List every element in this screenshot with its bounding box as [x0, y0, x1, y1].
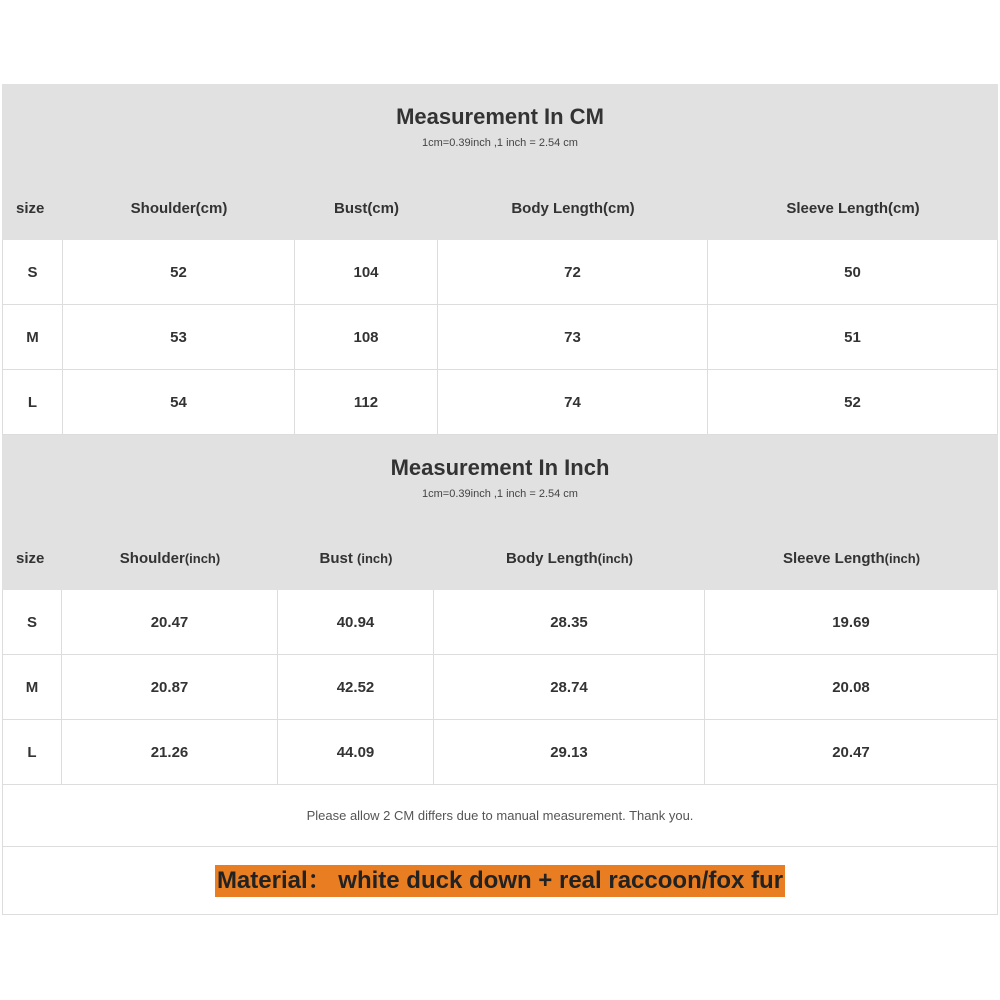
inch-header-sleeve-length [705, 527, 998, 590]
inch-cell-body-length: 28.35 [434, 590, 705, 655]
inch-header-sleeve-length-label: Sleeve Length [782, 550, 885, 567]
measurement-note: Please allow 2 CM differs due to manual measurement. Thank you. [2, 785, 998, 847]
cm-cell-sleeve-length: 52 [708, 370, 998, 435]
cm-header-sleeve-length: Sleeve Length(cm) [708, 177, 998, 240]
inch-cell-size: M [2, 655, 62, 720]
cm-cell-size: S [2, 240, 63, 305]
inch-header-row [2, 527, 998, 590]
table-row [2, 370, 998, 435]
cm-cell-bust: 112 [295, 370, 438, 435]
table-row [2, 720, 998, 785]
inch-cell-body-length: 29.13 [434, 720, 705, 785]
inch-header-shoulder [62, 527, 278, 590]
inch-header-bust [278, 527, 434, 590]
inch-header-body-length [434, 527, 705, 590]
cm-header-row [2, 177, 998, 240]
cm-cell-sleeve-length: 50 [708, 240, 998, 305]
inch-cell-sleeve-length: 20.08 [705, 655, 998, 720]
cm-section-header [2, 84, 998, 177]
table-row [2, 590, 998, 655]
cm-section-subtitle: 1cm=0.39inch ,1 inch = 2.54 cm [422, 137, 578, 149]
inch-cell-bust: 40.94 [278, 590, 434, 655]
inch-header-body-length-unit: (inch) [597, 551, 634, 566]
cm-section-title: Measurement In CM [396, 104, 604, 129]
inch-cell-body-length: 28.74 [434, 655, 705, 720]
inch-section-title: Measurement In Inch [390, 455, 610, 480]
cm-header-shoulder: Shoulder(cm) [63, 177, 295, 240]
cm-cell-size: L [2, 370, 63, 435]
inch-header-bust-label: Bust [319, 550, 358, 567]
size-chart [2, 84, 998, 915]
cm-cell-sleeve-length: 51 [708, 305, 998, 370]
inch-cell-size: S [2, 590, 62, 655]
inch-header-body-length-label: Body Length [505, 550, 598, 567]
material-row [2, 847, 998, 915]
inch-cell-size: L [2, 720, 62, 785]
cm-cell-body-length: 74 [438, 370, 708, 435]
material-label: Material： white duck down + real raccoon/fox fur [215, 865, 785, 897]
inch-cell-shoulder: 20.87 [62, 655, 278, 720]
inch-cell-sleeve-length: 19.69 [705, 590, 998, 655]
cm-header-body-length: Body Length(cm) [438, 177, 708, 240]
inch-cell-bust: 44.09 [278, 720, 434, 785]
cm-header-bust: Bust(cm) [295, 177, 438, 240]
cm-header-size: size [2, 177, 63, 240]
inch-section-header [2, 435, 998, 527]
inch-header-shoulder-unit: (inch) [184, 551, 221, 566]
table-row [2, 240, 998, 305]
inch-section-subtitle: 1cm=0.39inch ,1 inch = 2.54 cm [422, 488, 578, 500]
cm-cell-shoulder: 53 [63, 305, 295, 370]
inch-cell-shoulder: 21.26 [62, 720, 278, 785]
inch-cell-sleeve-length: 20.47 [705, 720, 998, 785]
inch-header-sleeve-length-unit: (inch) [884, 551, 921, 566]
cm-cell-size: M [2, 305, 63, 370]
cm-cell-bust: 108 [295, 305, 438, 370]
table-row [2, 305, 998, 370]
inch-header-bust-unit: (inch) [357, 551, 393, 566]
cm-cell-shoulder: 54 [63, 370, 295, 435]
table-row [2, 655, 998, 720]
cm-cell-body-length: 72 [438, 240, 708, 305]
inch-header-size [2, 527, 62, 590]
cm-cell-bust: 104 [295, 240, 438, 305]
cm-cell-body-length: 73 [438, 305, 708, 370]
inch-header-shoulder-label: Shoulder [119, 550, 185, 567]
inch-cell-bust: 42.52 [278, 655, 434, 720]
inch-header-size-label: size [16, 550, 45, 567]
inch-cell-shoulder: 20.47 [62, 590, 278, 655]
cm-cell-shoulder: 52 [63, 240, 295, 305]
